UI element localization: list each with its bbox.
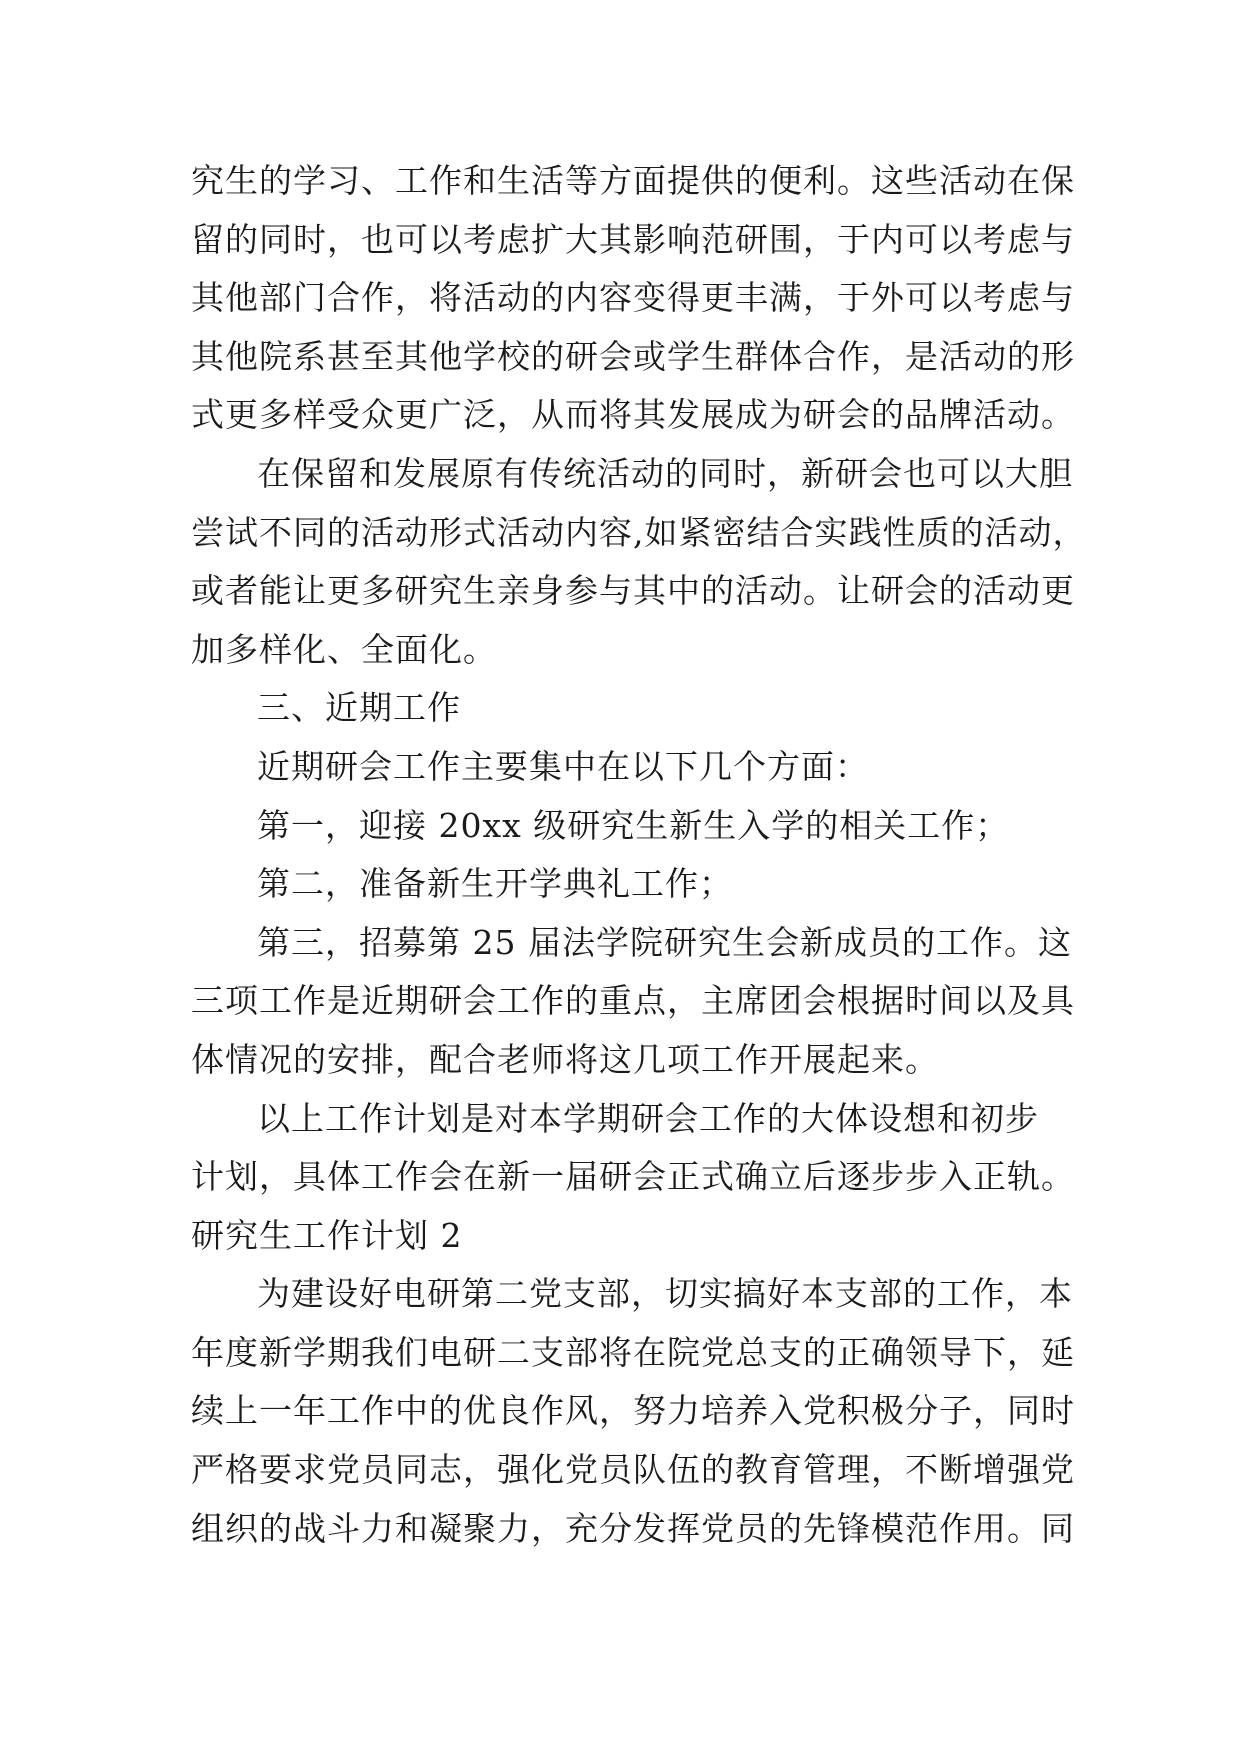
text-line: 严格要求党员同志，强化党员队伍的教育管理，不断增强党 bbox=[191, 1450, 1075, 1490]
text-line: 或者能让更多研究生亲身参与其中的活动。让研会的活动更 bbox=[191, 571, 1075, 611]
document-subtitle: 研究生工作计划 2 bbox=[191, 1215, 463, 1255]
text-line: 式更多样受众更广泛，从而将其发展成为研会的品牌活动。 bbox=[191, 395, 1075, 435]
text-line: 其他院系甚至其他学校的研会或学生群体合作，是活动的形 bbox=[191, 336, 1075, 376]
text-line: 加多样化、全面化。 bbox=[191, 629, 497, 669]
text-line: 年度新学期我们电研二支部将在院党总支的正确领导下，延 bbox=[191, 1332, 1075, 1372]
text-line: 体情况的安排，配合老师将这几项工作开展起来。 bbox=[191, 1039, 939, 1079]
text-line: 以上工作计划是对本学期研会工作的大体设想和初步 bbox=[257, 1098, 1039, 1138]
text-line: 计划，具体工作会在新一届研会正式确立后逐步步入正轨。 bbox=[191, 1157, 1075, 1197]
list-item: 第一，迎接 20xx 级研究生新生入学的相关工作； bbox=[257, 805, 1010, 845]
document-body bbox=[191, 152, 1087, 1558]
text-line: 其他部门合作，将活动的内容变得更丰满，于外可以考虑与 bbox=[191, 278, 1075, 318]
text-line: 留的同时，也可以考虑扩大其影响范研围，于内可以考虑与 bbox=[191, 219, 1075, 259]
text-line: 为建设好电研第二党支部，切实搞好本支部的工作，本 bbox=[257, 1274, 1073, 1314]
text-line: 续上一年工作中的优良作风，努力培养入党积极分子，同时 bbox=[191, 1391, 1075, 1431]
text-line: 组织的战斗力和凝聚力，充分发挥党员的先锋模范作用。同 bbox=[191, 1508, 1075, 1548]
text-line: 究生的学习、工作和生活等方面提供的便利。这些活动在保 bbox=[191, 161, 1075, 200]
list-item: 第二，准备新生开学典礼工作； bbox=[257, 864, 733, 904]
text-line: 三项工作是近期研会工作的重点，主席团会根据时间以及具 bbox=[191, 981, 1075, 1021]
text-line: 近期研会工作主要集中在以下几个方面： bbox=[257, 746, 869, 786]
list-item: 第三，招募第 25 届法学院研究生会新成员的工作。这 bbox=[257, 922, 1072, 962]
text-line: 在保留和发展原有传统活动的同时，新研会也可以大胆 bbox=[257, 453, 1073, 493]
text-line: 尝试不同的活动形式活动内容,如紧密结合实践性质的活动， bbox=[191, 512, 1087, 552]
section-heading: 三、近期工作 bbox=[257, 688, 461, 728]
